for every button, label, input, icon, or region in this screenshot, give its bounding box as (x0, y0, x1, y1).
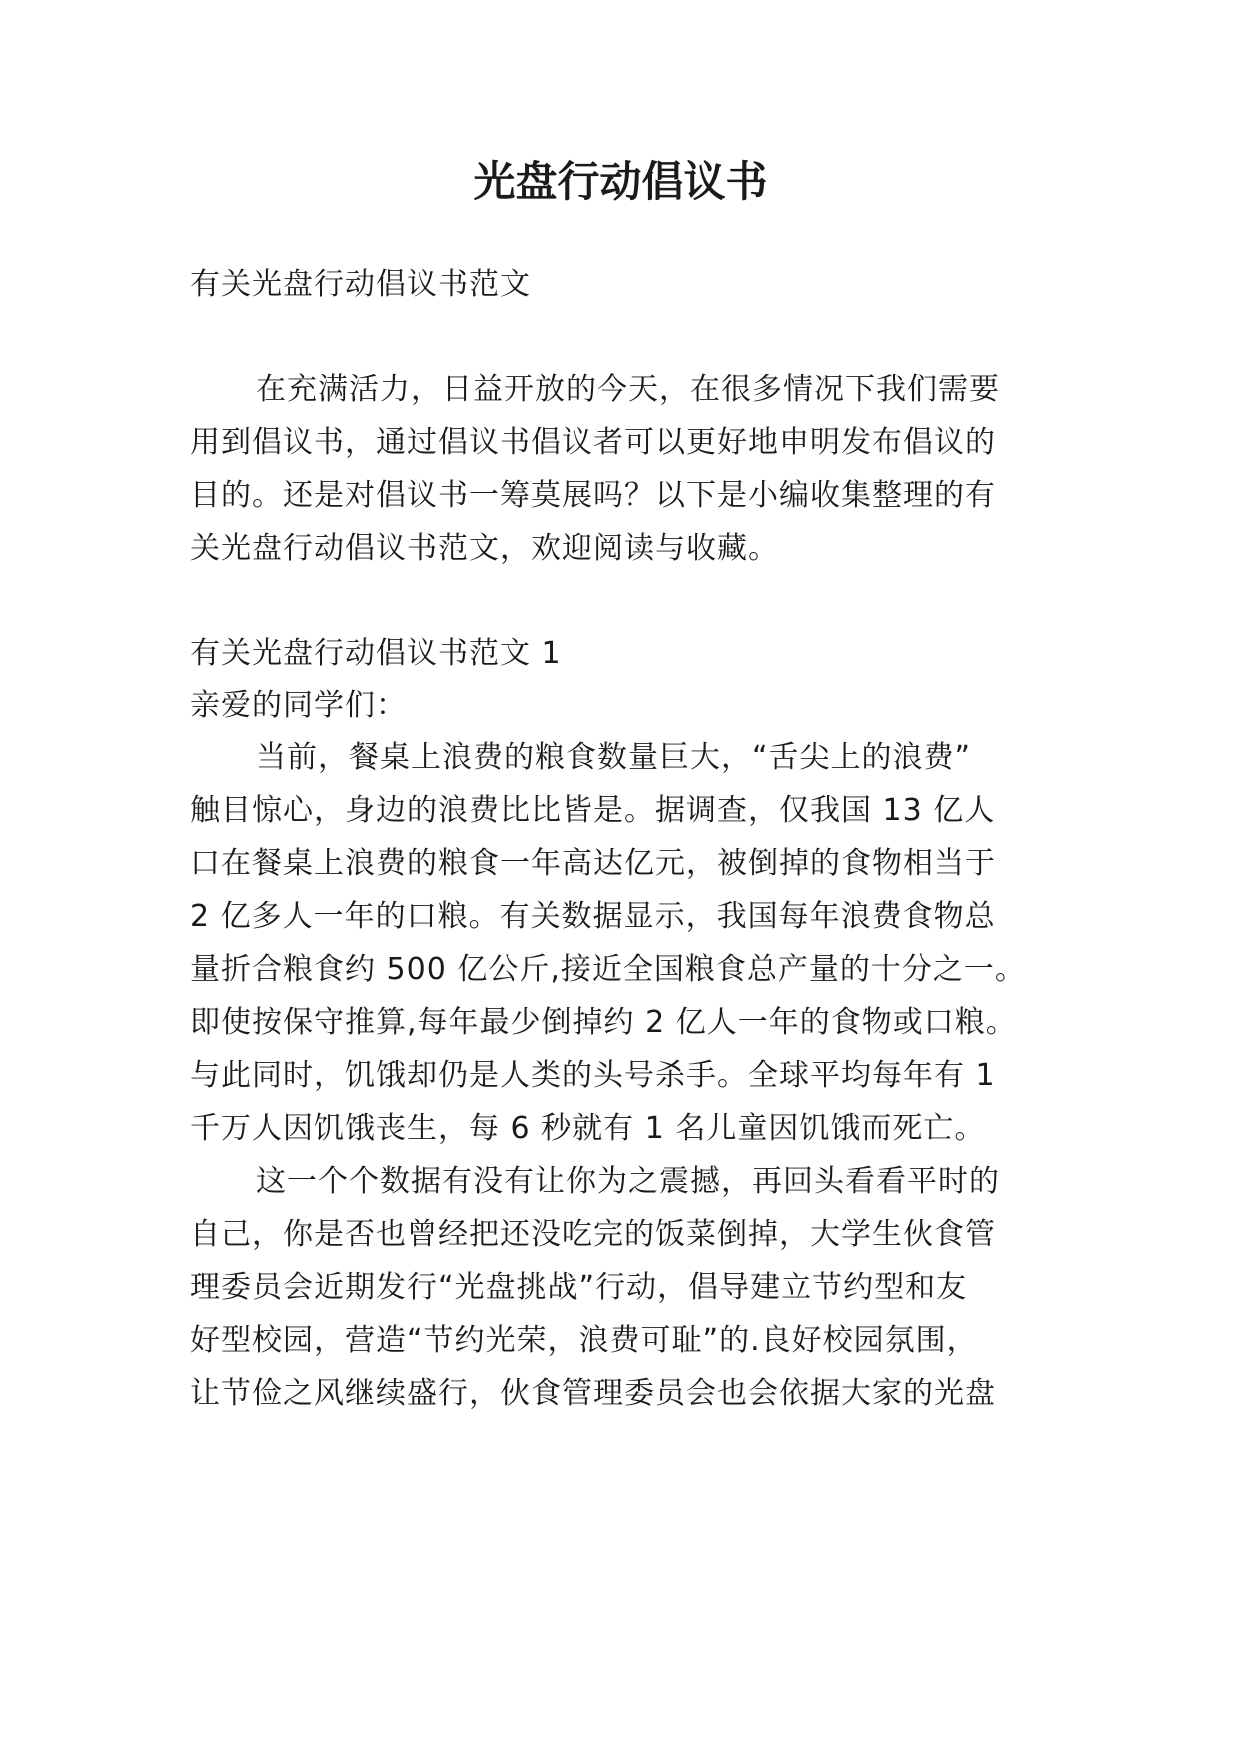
body-line: 量折合粮食约 500 亿公斤,接近全国粮食总产量的十分之一。 (190, 952, 1026, 987)
document-subtitle: 有关光盘行动倡议书范文 (190, 267, 531, 302)
intro-line: 目的。还是对倡议书一筹莫展吗？以下是小编收集整理的有 (190, 478, 996, 513)
body-line: 触目惊心，身边的浪费比比皆是。据调查，仅我国 13 亿人 (190, 793, 996, 828)
intro-line: 在充满活力，日益开放的今天，在很多情况下我们需要 (256, 372, 1000, 407)
body-line: 这一个个数据有没有让你为之震撼，再回头看看平时的 (256, 1164, 1000, 1199)
intro-line: 用到倡议书，通过倡议书倡议者可以更好地申明发布倡议的 (190, 425, 996, 460)
body-line: 自己，你是否也曾经把还没吃完的饭菜倒掉，大学生伙食管 (190, 1217, 996, 1252)
salutation: 亲爱的同学们： (190, 688, 407, 723)
body-line: 当前，餐桌上浪费的粮食数量巨大，“舌尖上的浪费” (256, 740, 972, 775)
body-line: 理委员会近期发行“光盘挑战”行动，倡导建立节约型和友 (190, 1270, 968, 1305)
body-line: 与此同时，饥饿却仍是人类的头号杀手。全球平均每年有 1 (190, 1058, 996, 1093)
body-line: 口在餐桌上浪费的粮食一年高达亿元，被倒掉的食物相当于 (190, 846, 996, 881)
body-line: 让节俭之风继续盛行，伙食管理委员会也会依据大家的光盘 (190, 1376, 996, 1411)
body-line: 2 亿多人一年的口粮。有关数据显示，我国每年浪费食物总 (190, 899, 996, 934)
body-line: 即使按保守推算,每年最少倒掉约 2 亿人一年的食物或口粮。 (190, 1005, 1017, 1040)
section-heading: 有关光盘行动倡议书范文 1 (190, 636, 562, 671)
intro-line: 关光盘行动倡议书范文，欢迎阅读与收藏。 (190, 531, 779, 566)
body-line: 千万人因饥饿丧生，每 6 秒就有 1 名儿童因饥饿而死亡。 (190, 1111, 986, 1146)
document-title: 光盘行动倡议书 (473, 157, 768, 206)
body-line: 好型校园，营造“节约光荣，浪费可耻”的.良好校园氛围， (190, 1323, 978, 1358)
